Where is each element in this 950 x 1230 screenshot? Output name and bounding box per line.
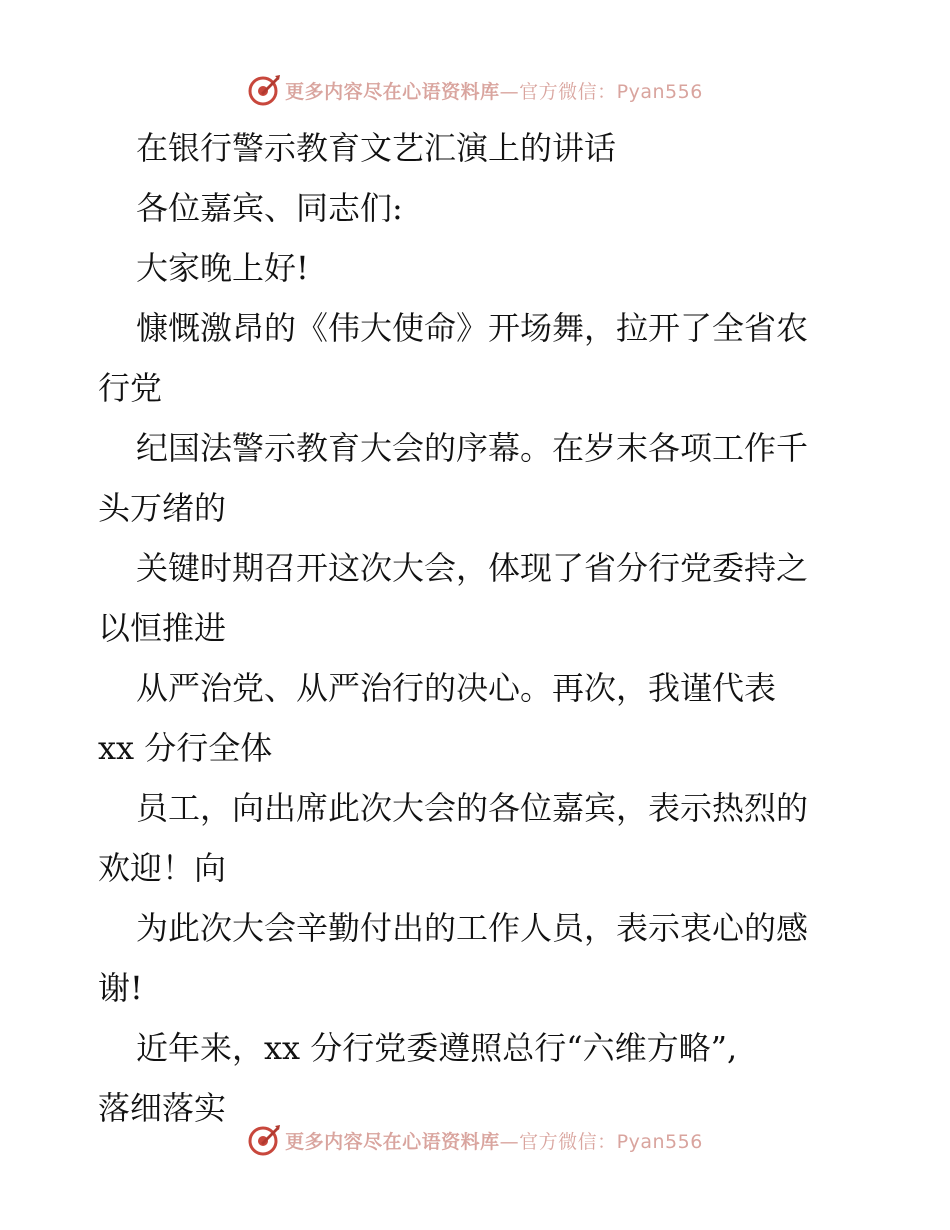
document-line: 员工，向出席此次大会的各位嘉宾，表示热烈的 xyxy=(136,789,809,827)
footer-banner-wechat: 官方微信：Pyan556 xyxy=(519,1130,703,1153)
document-line: 慷慨激昂的《伟大使命》开场舞，拉开了全省农 xyxy=(136,309,809,347)
document-line: 头万绪的 xyxy=(98,489,227,527)
brand-logo-icon xyxy=(247,73,281,107)
document-line: 行党 xyxy=(98,369,163,407)
document-line: 欢迎！向 xyxy=(98,849,227,887)
header-banner-text: 更多内容尽在心语资料库 xyxy=(285,80,500,103)
document-line: 纪国法警示教育大会的序幕。在岁末各项工作千 xyxy=(136,429,809,467)
footer-banner-text: 更多内容尽在心语资料库 xyxy=(285,1130,500,1153)
document-body xyxy=(98,118,858,1138)
footer-banner-separator: — xyxy=(499,1130,520,1153)
document-line: 大家晚上好! xyxy=(136,249,309,287)
document-line: 为此次大会辛勤付出的工作人员，表示衷心的感 xyxy=(136,909,809,947)
brand-logo-icon xyxy=(247,1123,281,1157)
document-line: 近年来，xx 分行党委遵照总行“六维方略”, xyxy=(136,1029,738,1067)
header-banner xyxy=(0,70,950,110)
header-banner-separator: — xyxy=(499,80,520,103)
document-line: 各位嘉宾、同志们: xyxy=(136,189,403,227)
document-line: 以恒推进 xyxy=(98,609,227,647)
document-line: 谢! xyxy=(98,969,143,1007)
footer-banner xyxy=(0,1120,950,1160)
document-line: 从严治党、从严治行的决心。再次，我谨代表 xyxy=(136,669,777,707)
document-title: 在银行警示教育文艺汇演上的讲话 xyxy=(136,129,617,167)
header-banner-wechat: 官方微信：Pyan556 xyxy=(519,80,703,103)
document-line: 落细落实 xyxy=(98,1089,227,1127)
document-line: xx 分行全体 xyxy=(98,729,273,767)
document-line: 关键时期召开这次大会，体现了省分行党委持之 xyxy=(136,549,809,587)
